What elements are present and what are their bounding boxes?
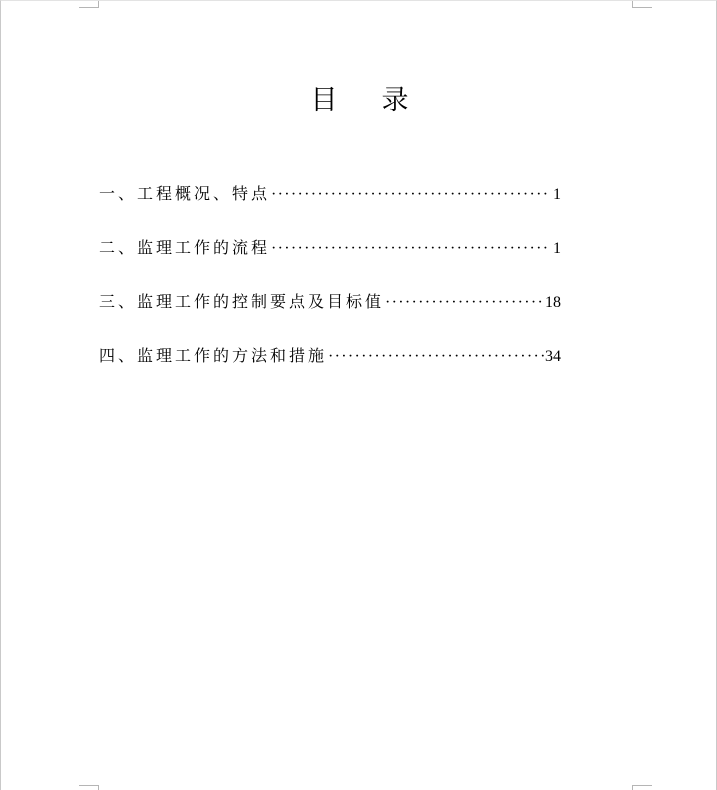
toc-title: 目录 (310, 85, 453, 116)
toc-entry[interactable] (99, 343, 561, 397)
toc-leader-dots (385, 294, 544, 312)
toc-list (99, 181, 561, 397)
toc-entry[interactable] (99, 235, 561, 289)
crop-mark-bottom-right (632, 785, 652, 786)
toc-entry-page: 1 (553, 186, 561, 203)
toc-leader-dots (271, 186, 550, 204)
crop-mark-top-right (632, 7, 652, 8)
crop-mark-top-left (79, 7, 99, 8)
toc-entry-label: 四、监理工作的方法和措施 (99, 346, 328, 365)
toc-entry-label: 一、工程概况、特点 (99, 184, 271, 203)
toc-entry-label: 二、监理工作的流程 (99, 238, 271, 257)
toc-leader-dots (271, 240, 550, 258)
toc-leader-dots (328, 348, 544, 366)
toc-entry[interactable] (99, 181, 561, 235)
crop-mark-bottom-left (79, 785, 99, 786)
toc-entry-page: 1 (553, 240, 561, 257)
toc-entry-page: 34 (545, 348, 561, 365)
toc-entry-page: 18 (545, 294, 561, 311)
toc-entry[interactable] (99, 289, 561, 343)
toc-entry-label: 三、监理工作的控制要点及目标值 (99, 292, 385, 311)
